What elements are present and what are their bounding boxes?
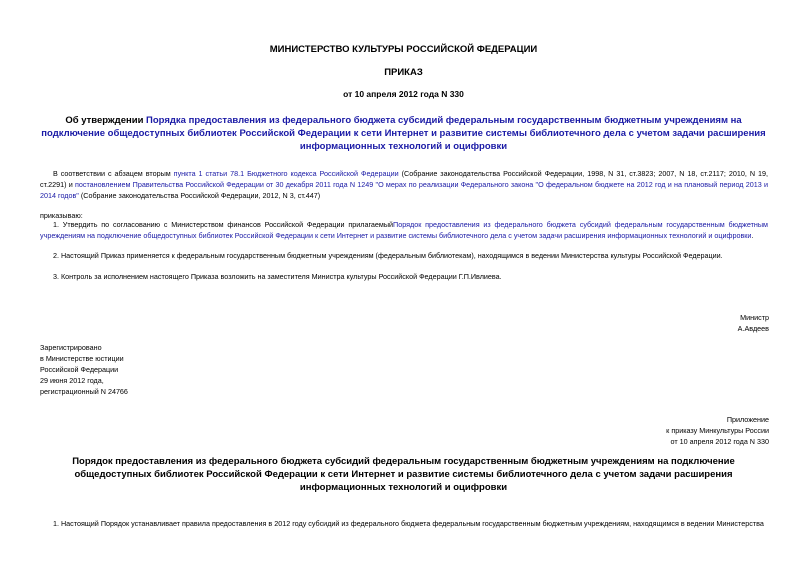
appendix-reference: к приказу Минкультуры России [666,426,769,435]
registration-date: 29 июня 2012 года, [40,376,104,385]
preamble-paragraph [40,168,768,201]
registration-line: в Министерстве юстиции [40,354,124,363]
appendix-label: Приложение [726,415,769,424]
order-item-3: 3. Контроль за исполнением настоящего Приказа возложить на заместителя Министра культуры Российской Федерации Г.П.Ивлиева. [53,272,502,281]
doc-date-number: от 10 апреля 2012 года N 330 [343,89,464,99]
procedure-title: Порядок предоставления из федерального бюджета субсидий федеральным государственным бюджетным учреждениям на подключение общедоступных библиотек Российской Федерации к сети Интернет и развитие системы библиотечного дела с учетом задачи расширения информационных технологий и оцифровки [72,456,735,493]
registration-line: Зарегистрировано [40,343,102,352]
order-word: приказываю: [40,211,83,220]
registration-line: Российской Федерации [40,365,119,374]
ministry-heading: МИНИСТЕРСТВО КУЛЬТУРЫ РОССИЙСКОЙ ФЕДЕРАЦИИ [269,44,538,55]
order-title-link[interactable]: Порядка предоставления из федерального бюджета субсидий федеральным государственным бюджетным учреждениям на подключение общедоступных библиотек Российской Федерации к сети Интернет и развитие системы библиотечного дела с учетом задачи расширения информационных технологий и оцифровки [41,115,766,152]
budget-code-link[interactable]: пункта 1 статьи 78.1 Бюджетного кодекса Российской Федерации [173,169,399,178]
preamble-text-2: (Собрание законодательства Российской Федерации, 1998, N 31, ст.3823; 2007, N 18, ст.2117; 2010, N 19, ст.2291) и [40,169,768,189]
preamble-text-1: В соответствии с абзацем вторым [53,169,174,178]
registration-block [40,342,128,397]
government-resolution-link[interactable]: постановлением Правительства Российской Федерации от 30 декабря 2011 года N 1249 "О мерах по реализации Федерального закона "О федеральном бюджете на 2012 год и на плановый период 2013 и 2014 годов" [40,180,768,200]
signature-block [738,312,769,334]
appendix-block [666,414,769,447]
order-title-prefix: Об утверждении [65,115,147,126]
order-item-1-text: 1. Утвердить по согласованию с Министерством финансов Российской Федерации прилагаемый [53,220,394,229]
appendix-date: от 10 апреля 2012 года N 330 [670,437,769,446]
preamble-text-3: (Собрание законодательства Российской Федерации, 2012, N 3, ст.447) [78,191,321,200]
order-title [40,114,767,153]
order-item-1-end: . [751,231,754,240]
order-item-2: 2. Настоящий Приказ применяется к федеральным государственным бюджетным учреждениям (федеральным библиотекам), находящимся в ведении Министерства культуры Российской Федерации. [53,251,723,260]
procedure-item-1: 1. Настоящий Порядок устанавливает правила предоставления в 2012 году субсидий из федерального бюджета федеральным государственным бюджетным учреждениям, находящимся в ведении Министерства [53,519,764,528]
registration-number: регистрационный N 24766 [40,387,128,396]
procedure-link[interactable]: Порядок предоставления из федерального бюджета субсидий федеральным государственным бюджетным учреждениям на подключение общедоступных библиотек Российской Федерации к сети Интернет и развитие системы библиотечного дела с учетом задачи расширения информационных технологий и оцифровки [40,220,768,240]
signature-position: Министр [740,313,769,322]
signature-name: А.Авдеев [737,324,769,333]
order-item-1 [40,219,768,241]
doc-type-heading: ПРИКАЗ [384,67,423,78]
